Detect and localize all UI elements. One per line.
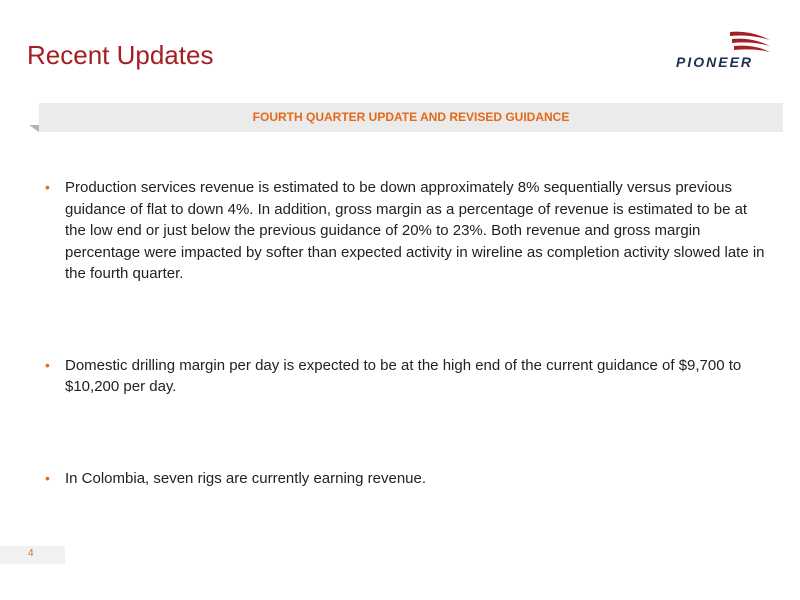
logo-text: PIONEER: [676, 54, 754, 70]
bullet-text: Domestic drilling margin per day is expected to be at the high end of the current guidance of $9,700 to $10,200 per day.: [65, 356, 742, 395]
section-banner: [39, 103, 783, 132]
bullet-list: [45, 177, 770, 489]
page-title: Recent Updates: [27, 40, 214, 70]
banner-title: FOURTH QUARTER UPDATE AND REVISED GUIDANCE: [252, 110, 570, 124]
bullet-text: Production services revenue is estimated to be down approximately 8% sequentially versus previous guidance of flat to down 4%. In addition, gross margin as a percentage of revenue is estimated to be at the low end or just below the previous guidance of 20% to 23%. Both revenue and gross margin percentage were impacted by softer than expected activity in wireline as completion activity slowed late in the fourth quarter.: [65, 179, 765, 282]
page-number-box: [0, 546, 65, 564]
page-number: 4: [28, 548, 34, 559]
bullet-dot-icon: •: [45, 179, 50, 195]
list-item: [45, 468, 770, 490]
pioneer-logo: [676, 30, 776, 74]
bullet-text: In Colombia, seven rigs are currently earning revenue.: [65, 469, 427, 487]
banner-fold: [29, 125, 39, 132]
bullet-dot-icon: •: [45, 469, 50, 486]
list-item: [45, 355, 770, 398]
bullet-dot-icon: •: [45, 356, 50, 373]
pioneer-logo-icon: [728, 30, 772, 56]
list-item: [45, 177, 770, 285]
